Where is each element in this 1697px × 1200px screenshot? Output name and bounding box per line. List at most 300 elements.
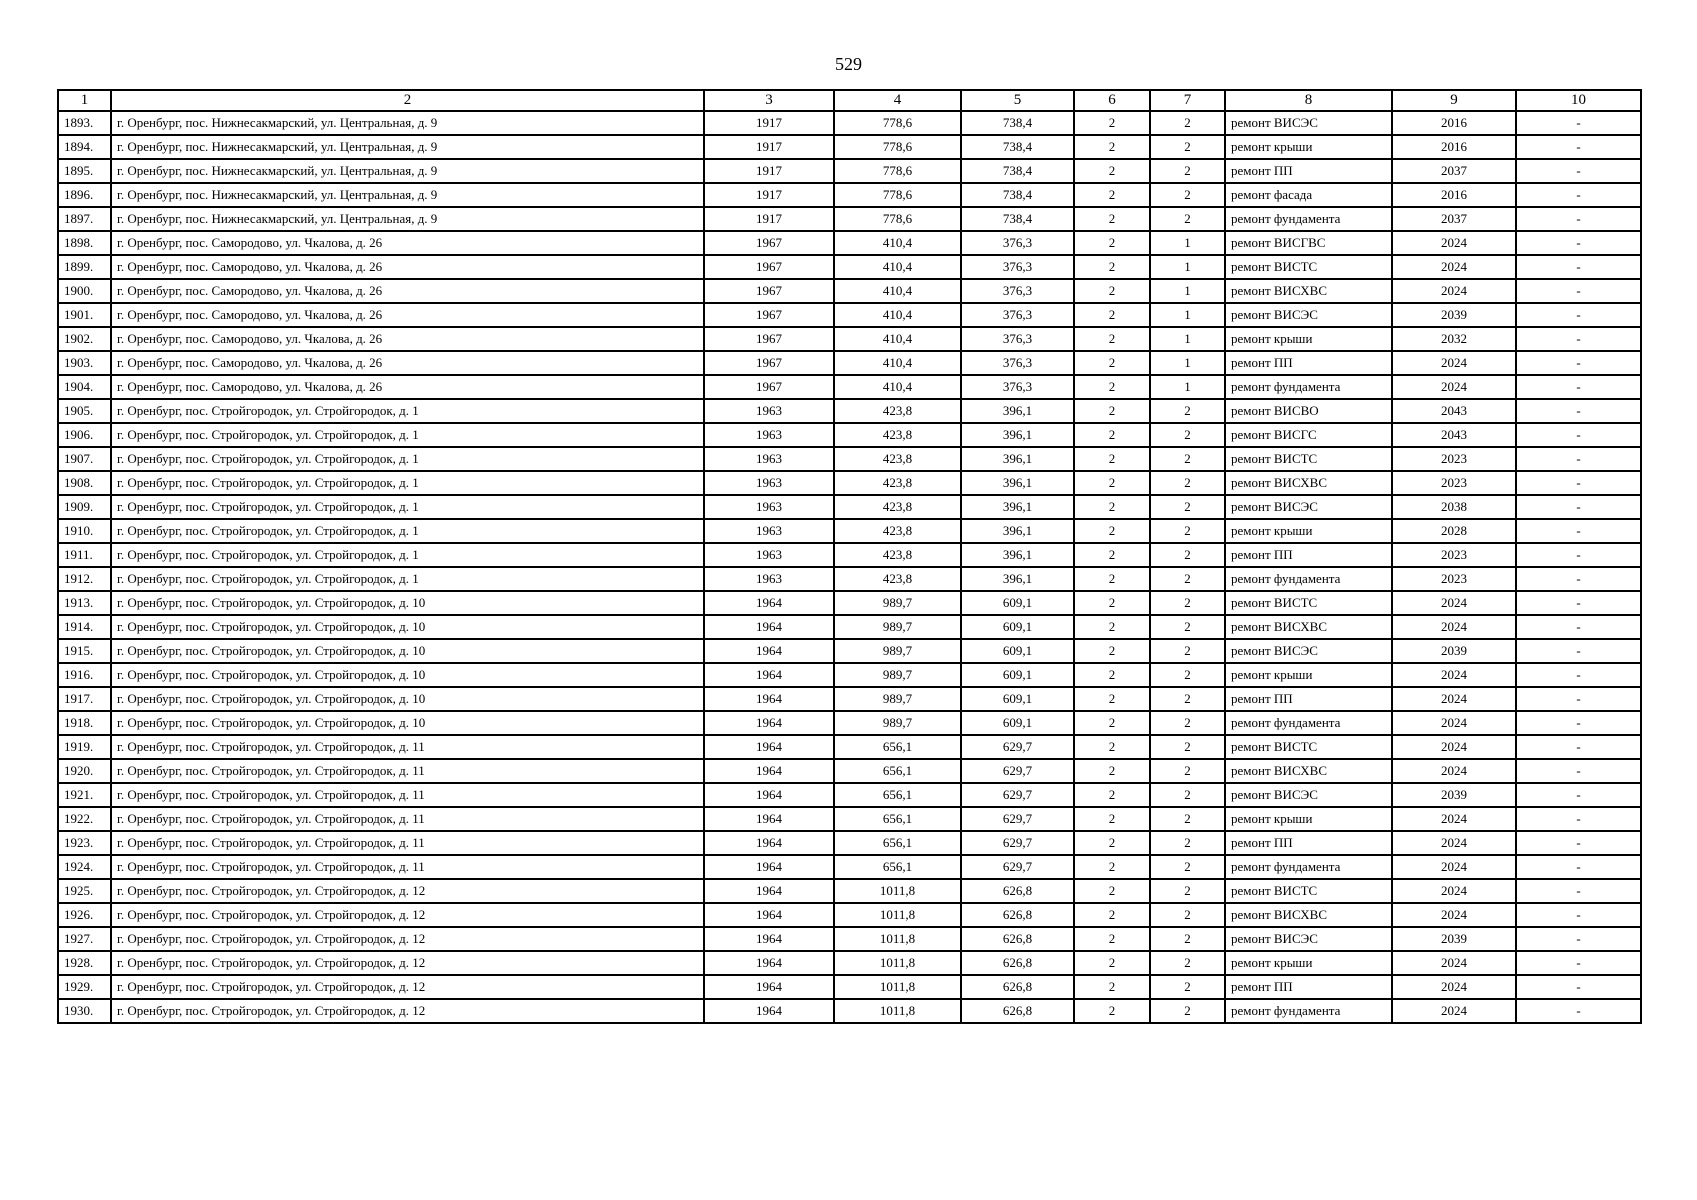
cell-year-built: 1964: [704, 663, 834, 687]
cell-living-area: 738,4: [961, 159, 1074, 183]
cell-planned-year: 2039: [1392, 927, 1516, 951]
cell-floors: 2: [1074, 375, 1150, 399]
cell-address: г. Оренбург, пос. Самородово, ул. Чкалова, д. 26: [111, 351, 704, 375]
cell-cost: -: [1516, 759, 1641, 783]
cell-total-area: 423,8: [834, 399, 961, 423]
cell-address: г. Оренбург, пос. Стройгородок, ул. Стройгородок, д. 1: [111, 495, 704, 519]
cell-cost: -: [1516, 735, 1641, 759]
cell-total-area: 410,4: [834, 279, 961, 303]
cell-cost: -: [1516, 303, 1641, 327]
table-row: [58, 471, 1641, 495]
column-header-7: 7: [1150, 90, 1225, 111]
cell-entrances: 2: [1150, 951, 1225, 975]
table-row: [58, 135, 1641, 159]
table-row: [58, 207, 1641, 231]
cell-cost: -: [1516, 231, 1641, 255]
cell-year-built: 1967: [704, 303, 834, 327]
cell-year-built: 1964: [704, 999, 834, 1023]
cell-floors: 2: [1074, 255, 1150, 279]
cell-cost: -: [1516, 639, 1641, 663]
cell-planned-year: 2032: [1392, 327, 1516, 351]
table-row: [58, 279, 1641, 303]
cell-row-number: 1919.: [58, 735, 111, 759]
cell-cost: -: [1516, 207, 1641, 231]
cell-entrances: 2: [1150, 639, 1225, 663]
cell-address: г. Оренбург, пос. Стройгородок, ул. Стройгородок, д. 12: [111, 999, 704, 1023]
cell-living-area: 396,1: [961, 447, 1074, 471]
cell-cost: -: [1516, 327, 1641, 351]
cell-entrances: 2: [1150, 831, 1225, 855]
cell-cost: -: [1516, 135, 1641, 159]
cell-row-number: 1920.: [58, 759, 111, 783]
table-row: [58, 687, 1641, 711]
cell-address: г. Оренбург, пос. Стройгородок, ул. Стройгородок, д. 1: [111, 567, 704, 591]
cell-entrances: 2: [1150, 591, 1225, 615]
cell-entrances: 1: [1150, 375, 1225, 399]
cell-row-number: 1893.: [58, 111, 111, 135]
cell-row-number: 1905.: [58, 399, 111, 423]
cell-living-area: 376,3: [961, 375, 1074, 399]
cell-planned-year: 2024: [1392, 951, 1516, 975]
cell-address: г. Оренбург, пос. Самородово, ул. Чкалова, д. 26: [111, 327, 704, 351]
cell-address: г. Оренбург, пос. Нижнесакмарский, ул. Центральная, д. 9: [111, 159, 704, 183]
cell-row-number: 1924.: [58, 855, 111, 879]
table-row: [58, 807, 1641, 831]
cell-address: г. Оренбург, пос. Нижнесакмарский, ул. Центральная, д. 9: [111, 111, 704, 135]
cell-floors: 2: [1074, 591, 1150, 615]
cell-year-built: 1963: [704, 447, 834, 471]
cell-total-area: 989,7: [834, 591, 961, 615]
cell-entrances: 2: [1150, 207, 1225, 231]
cell-work-type: ремонт крыши: [1225, 663, 1392, 687]
cell-entrances: 1: [1150, 327, 1225, 351]
cell-row-number: 1914.: [58, 615, 111, 639]
cell-cost: -: [1516, 879, 1641, 903]
cell-address: г. Оренбург, пос. Стройгородок, ул. Стройгородок, д. 1: [111, 447, 704, 471]
cell-address: г. Оренбург, пос. Стройгородок, ул. Стройгородок, д. 11: [111, 855, 704, 879]
table-row: [58, 663, 1641, 687]
table-row: [58, 519, 1641, 543]
table-row: [58, 975, 1641, 999]
cell-floors: 2: [1074, 903, 1150, 927]
cell-total-area: 410,4: [834, 375, 961, 399]
cell-year-built: 1964: [704, 903, 834, 927]
cell-work-type: ремонт ВИСТС: [1225, 735, 1392, 759]
cell-address: г. Оренбург, пос. Стройгородок, ул. Стройгородок, д. 12: [111, 951, 704, 975]
cell-planned-year: 2024: [1392, 255, 1516, 279]
cell-cost: -: [1516, 351, 1641, 375]
cell-living-area: 376,3: [961, 303, 1074, 327]
cell-planned-year: 2023: [1392, 543, 1516, 567]
cell-work-type: ремонт ВИСЭС: [1225, 927, 1392, 951]
cell-work-type: ремонт ВИСВО: [1225, 399, 1392, 423]
cell-total-area: 410,4: [834, 303, 961, 327]
table-row: [58, 447, 1641, 471]
cell-total-area: 410,4: [834, 255, 961, 279]
cell-total-area: 656,1: [834, 759, 961, 783]
cell-planned-year: 2039: [1392, 639, 1516, 663]
cell-planned-year: 2043: [1392, 399, 1516, 423]
cell-year-built: 1964: [704, 951, 834, 975]
cell-work-type: ремонт ВИСЭС: [1225, 783, 1392, 807]
cell-work-type: ремонт ВИСЭС: [1225, 495, 1392, 519]
cell-address: г. Оренбург, пос. Самородово, ул. Чкалова, д. 26: [111, 255, 704, 279]
cell-floors: 2: [1074, 303, 1150, 327]
cell-address: г. Оренбург, пос. Нижнесакмарский, ул. Центральная, д. 9: [111, 183, 704, 207]
cell-living-area: 629,7: [961, 735, 1074, 759]
cell-work-type: ремонт ВИСХВС: [1225, 615, 1392, 639]
cell-floors: 2: [1074, 687, 1150, 711]
cell-work-type: ремонт ВИСХВС: [1225, 471, 1392, 495]
cell-living-area: 376,3: [961, 327, 1074, 351]
cell-work-type: ремонт ПП: [1225, 975, 1392, 999]
cell-total-area: 410,4: [834, 327, 961, 351]
cell-year-built: 1917: [704, 183, 834, 207]
cell-row-number: 1896.: [58, 183, 111, 207]
cell-cost: -: [1516, 471, 1641, 495]
cell-address: г. Оренбург, пос. Самородово, ул. Чкалова, д. 26: [111, 375, 704, 399]
cell-row-number: 1904.: [58, 375, 111, 399]
cell-row-number: 1930.: [58, 999, 111, 1023]
cell-address: г. Оренбург, пос. Стройгородок, ул. Стройгородок, д. 1: [111, 399, 704, 423]
table-row: [58, 903, 1641, 927]
cell-work-type: ремонт крыши: [1225, 327, 1392, 351]
table-row: [58, 879, 1641, 903]
cell-row-number: 1900.: [58, 279, 111, 303]
cell-entrances: 2: [1150, 471, 1225, 495]
table-row: [58, 855, 1641, 879]
cell-entrances: 2: [1150, 495, 1225, 519]
cell-entrances: 1: [1150, 303, 1225, 327]
cell-entrances: 2: [1150, 879, 1225, 903]
cell-total-area: 1011,8: [834, 975, 961, 999]
cell-living-area: 376,3: [961, 351, 1074, 375]
cell-living-area: 738,4: [961, 183, 1074, 207]
cell-work-type: ремонт фундамента: [1225, 999, 1392, 1023]
cell-work-type: ремонт ВИСТС: [1225, 255, 1392, 279]
cell-planned-year: 2023: [1392, 567, 1516, 591]
cell-planned-year: 2028: [1392, 519, 1516, 543]
cell-year-built: 1964: [704, 975, 834, 999]
cell-work-type: ремонт крыши: [1225, 807, 1392, 831]
cell-planned-year: 2024: [1392, 903, 1516, 927]
cell-entrances: 2: [1150, 759, 1225, 783]
cell-planned-year: 2024: [1392, 711, 1516, 735]
cell-planned-year: 2024: [1392, 831, 1516, 855]
cell-row-number: 1928.: [58, 951, 111, 975]
cell-floors: 2: [1074, 279, 1150, 303]
cell-living-area: 396,1: [961, 399, 1074, 423]
cell-floors: 2: [1074, 135, 1150, 159]
cell-entrances: 2: [1150, 663, 1225, 687]
cell-work-type: ремонт ВИСЭС: [1225, 111, 1392, 135]
cell-entrances: 2: [1150, 735, 1225, 759]
cell-floors: 2: [1074, 159, 1150, 183]
cell-address: г. Оренбург, пос. Стройгородок, ул. Стройгородок, д. 11: [111, 735, 704, 759]
cell-work-type: ремонт ВИСЭС: [1225, 303, 1392, 327]
cell-total-area: 656,1: [834, 783, 961, 807]
cell-floors: 2: [1074, 711, 1150, 735]
cell-cost: -: [1516, 999, 1641, 1023]
cell-planned-year: 2024: [1392, 663, 1516, 687]
table-row: [58, 111, 1641, 135]
cell-work-type: ремонт ПП: [1225, 159, 1392, 183]
cell-row-number: 1925.: [58, 879, 111, 903]
cell-cost: -: [1516, 711, 1641, 735]
cell-cost: -: [1516, 807, 1641, 831]
table-row: [58, 711, 1641, 735]
cell-work-type: ремонт крыши: [1225, 519, 1392, 543]
cell-year-built: 1964: [704, 759, 834, 783]
cell-planned-year: 2043: [1392, 423, 1516, 447]
cell-floors: 2: [1074, 831, 1150, 855]
table-row: [58, 303, 1641, 327]
cell-year-built: 1964: [704, 855, 834, 879]
cell-living-area: 396,1: [961, 543, 1074, 567]
cell-address: г. Оренбург, пос. Самородово, ул. Чкалова, д. 26: [111, 231, 704, 255]
cell-floors: 2: [1074, 399, 1150, 423]
table-row: [58, 231, 1641, 255]
cell-cost: -: [1516, 903, 1641, 927]
cell-living-area: 396,1: [961, 423, 1074, 447]
cell-total-area: 1011,8: [834, 951, 961, 975]
cell-entrances: 2: [1150, 927, 1225, 951]
cell-cost: -: [1516, 975, 1641, 999]
cell-entrances: 1: [1150, 231, 1225, 255]
cell-entrances: 2: [1150, 111, 1225, 135]
cell-entrances: 2: [1150, 567, 1225, 591]
cell-floors: 2: [1074, 735, 1150, 759]
cell-total-area: 989,7: [834, 639, 961, 663]
cell-living-area: 376,3: [961, 255, 1074, 279]
cell-work-type: ремонт ПП: [1225, 351, 1392, 375]
cell-cost: -: [1516, 159, 1641, 183]
table-row: [58, 567, 1641, 591]
cell-living-area: 626,8: [961, 903, 1074, 927]
cell-work-type: ремонт фасада: [1225, 183, 1392, 207]
cell-year-built: 1963: [704, 543, 834, 567]
cell-year-built: 1964: [704, 615, 834, 639]
cell-living-area: 376,3: [961, 231, 1074, 255]
cell-work-type: ремонт ВИСГВС: [1225, 231, 1392, 255]
cell-total-area: 423,8: [834, 567, 961, 591]
table-row: [58, 639, 1641, 663]
cell-address: г. Оренбург, пос. Стройгородок, ул. Стройгородок, д. 11: [111, 807, 704, 831]
table-row: [58, 831, 1641, 855]
cell-row-number: 1923.: [58, 831, 111, 855]
column-header-6: 6: [1074, 90, 1150, 111]
cell-row-number: 1898.: [58, 231, 111, 255]
cell-row-number: 1903.: [58, 351, 111, 375]
cell-address: г. Оренбург, пос. Стройгородок, ул. Стройгородок, д. 11: [111, 759, 704, 783]
cell-living-area: 629,7: [961, 831, 1074, 855]
cell-row-number: 1926.: [58, 903, 111, 927]
cell-year-built: 1963: [704, 471, 834, 495]
table-row: [58, 255, 1641, 279]
cell-year-built: 1917: [704, 159, 834, 183]
table-row: [58, 327, 1641, 351]
cell-work-type: ремонт фундамента: [1225, 855, 1392, 879]
cell-floors: 2: [1074, 111, 1150, 135]
cell-total-area: 656,1: [834, 807, 961, 831]
column-header-10: 10: [1516, 90, 1641, 111]
cell-entrances: 2: [1150, 903, 1225, 927]
cell-address: г. Оренбург, пос. Стройгородок, ул. Стройгородок, д. 10: [111, 687, 704, 711]
cell-planned-year: 2024: [1392, 687, 1516, 711]
cell-planned-year: 2024: [1392, 735, 1516, 759]
cell-living-area: 376,3: [961, 279, 1074, 303]
cell-living-area: 609,1: [961, 615, 1074, 639]
cell-planned-year: 2024: [1392, 279, 1516, 303]
column-header-5: 5: [961, 90, 1074, 111]
cell-planned-year: 2016: [1392, 135, 1516, 159]
cell-row-number: 1917.: [58, 687, 111, 711]
cell-total-area: 423,8: [834, 495, 961, 519]
column-header-4: 4: [834, 90, 961, 111]
cell-total-area: 410,4: [834, 351, 961, 375]
cell-living-area: 609,1: [961, 711, 1074, 735]
cell-entrances: 2: [1150, 687, 1225, 711]
cell-address: г. Оренбург, пос. Стройгородок, ул. Стройгородок, д. 12: [111, 903, 704, 927]
table-row: [58, 927, 1641, 951]
cell-cost: -: [1516, 255, 1641, 279]
cell-entrances: 2: [1150, 519, 1225, 543]
cell-work-type: ремонт фундамента: [1225, 375, 1392, 399]
cell-planned-year: 2024: [1392, 375, 1516, 399]
cell-address: г. Оренбург, пос. Стройгородок, ул. Стройгородок, д. 12: [111, 927, 704, 951]
cell-total-area: 423,8: [834, 447, 961, 471]
cell-year-built: 1917: [704, 135, 834, 159]
table-row: [58, 183, 1641, 207]
table-row: [58, 159, 1641, 183]
cell-total-area: 656,1: [834, 735, 961, 759]
cell-living-area: 609,1: [961, 663, 1074, 687]
cell-row-number: 1897.: [58, 207, 111, 231]
cell-year-built: 1964: [704, 639, 834, 663]
table-body: [58, 111, 1641, 1023]
cell-year-built: 1967: [704, 255, 834, 279]
cell-living-area: 626,8: [961, 879, 1074, 903]
table-row: [58, 375, 1641, 399]
cell-address: г. Оренбург, пос. Нижнесакмарский, ул. Центральная, д. 9: [111, 207, 704, 231]
cell-total-area: 778,6: [834, 159, 961, 183]
cell-cost: -: [1516, 591, 1641, 615]
cell-floors: 2: [1074, 663, 1150, 687]
cell-entrances: 2: [1150, 399, 1225, 423]
cell-entrances: 1: [1150, 279, 1225, 303]
cell-year-built: 1963: [704, 495, 834, 519]
cell-year-built: 1964: [704, 783, 834, 807]
cell-row-number: 1907.: [58, 447, 111, 471]
cell-planned-year: 2039: [1392, 303, 1516, 327]
cell-living-area: 609,1: [961, 639, 1074, 663]
cell-row-number: 1895.: [58, 159, 111, 183]
cell-floors: 2: [1074, 495, 1150, 519]
cell-planned-year: 2024: [1392, 999, 1516, 1023]
cell-total-area: 778,6: [834, 135, 961, 159]
registry-table: [57, 89, 1642, 1024]
cell-cost: -: [1516, 111, 1641, 135]
cell-living-area: 738,4: [961, 135, 1074, 159]
cell-floors: 2: [1074, 447, 1150, 471]
cell-address: г. Оренбург, пос. Самородово, ул. Чкалова, д. 26: [111, 303, 704, 327]
cell-address: г. Оренбург, пос. Стройгородок, ул. Стройгородок, д. 11: [111, 783, 704, 807]
cell-total-area: 656,1: [834, 831, 961, 855]
table-row: [58, 951, 1641, 975]
table-row: [58, 783, 1641, 807]
cell-planned-year: 2024: [1392, 615, 1516, 639]
cell-floors: 2: [1074, 879, 1150, 903]
cell-total-area: 989,7: [834, 615, 961, 639]
cell-work-type: ремонт ВИСТС: [1225, 447, 1392, 471]
cell-total-area: 656,1: [834, 855, 961, 879]
cell-total-area: 423,8: [834, 519, 961, 543]
cell-cost: -: [1516, 423, 1641, 447]
cell-work-type: ремонт ВИСХВС: [1225, 279, 1392, 303]
cell-year-built: 1964: [704, 735, 834, 759]
cell-year-built: 1917: [704, 207, 834, 231]
page-number: 529: [835, 54, 862, 74]
cell-planned-year: 2039: [1392, 783, 1516, 807]
cell-cost: -: [1516, 927, 1641, 951]
cell-floors: 2: [1074, 999, 1150, 1023]
cell-total-area: 1011,8: [834, 927, 961, 951]
cell-planned-year: 2024: [1392, 759, 1516, 783]
cell-year-built: 1964: [704, 879, 834, 903]
cell-planned-year: 2037: [1392, 207, 1516, 231]
cell-floors: 2: [1074, 639, 1150, 663]
cell-row-number: 1916.: [58, 663, 111, 687]
table-row: [58, 759, 1641, 783]
cell-row-number: 1915.: [58, 639, 111, 663]
cell-year-built: 1963: [704, 519, 834, 543]
cell-planned-year: 2016: [1392, 183, 1516, 207]
cell-cost: -: [1516, 399, 1641, 423]
cell-cost: -: [1516, 543, 1641, 567]
cell-living-area: 738,4: [961, 111, 1074, 135]
cell-living-area: 629,7: [961, 759, 1074, 783]
cell-work-type: ремонт ВИСЭС: [1225, 639, 1392, 663]
cell-year-built: 1964: [704, 687, 834, 711]
cell-address: г. Оренбург, пос. Стройгородок, ул. Стройгородок, д. 10: [111, 663, 704, 687]
cell-cost: -: [1516, 567, 1641, 591]
table-row: [58, 999, 1641, 1023]
cell-address: г. Оренбург, пос. Стройгородок, ул. Стройгородок, д. 10: [111, 639, 704, 663]
cell-planned-year: 2037: [1392, 159, 1516, 183]
cell-planned-year: 2024: [1392, 807, 1516, 831]
cell-entrances: 2: [1150, 855, 1225, 879]
cell-planned-year: 2024: [1392, 879, 1516, 903]
cell-living-area: 626,8: [961, 975, 1074, 999]
cell-year-built: 1963: [704, 567, 834, 591]
cell-entrances: 2: [1150, 999, 1225, 1023]
cell-row-number: 1902.: [58, 327, 111, 351]
cell-work-type: ремонт ПП: [1225, 543, 1392, 567]
cell-year-built: 1964: [704, 711, 834, 735]
cell-total-area: 423,8: [834, 423, 961, 447]
cell-year-built: 1964: [704, 831, 834, 855]
cell-total-area: 1011,8: [834, 999, 961, 1023]
cell-row-number: 1929.: [58, 975, 111, 999]
cell-work-type: ремонт ПП: [1225, 831, 1392, 855]
cell-row-number: 1909.: [58, 495, 111, 519]
table-row: [58, 591, 1641, 615]
cell-year-built: 1963: [704, 399, 834, 423]
cell-floors: 2: [1074, 231, 1150, 255]
cell-floors: 2: [1074, 471, 1150, 495]
table-row: [58, 615, 1641, 639]
cell-floors: 2: [1074, 807, 1150, 831]
